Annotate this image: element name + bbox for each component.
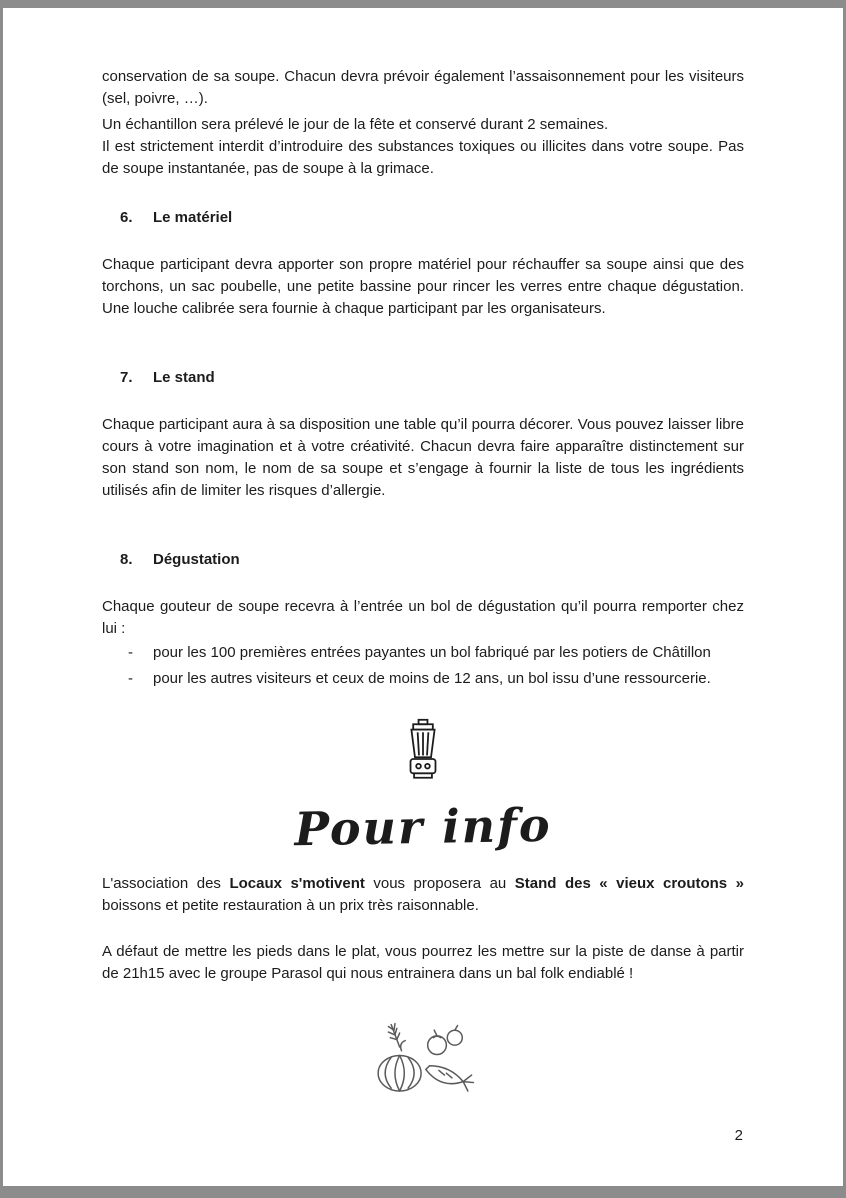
vegetables-icon bbox=[362, 1019, 484, 1105]
bullet-marker: - bbox=[128, 670, 133, 687]
section-title: Dégustation bbox=[153, 551, 240, 568]
paragraph-conservation: conservation de sa soupe. Chacun devra prévoir également l’assaisonnement pour les visiteurs (sel, poivre, …). bbox=[102, 68, 744, 107]
paragraph-materiel: Chaque participant devra apporter son propre matériel pour réchauffer sa soupe ainsi que des torchons, un sac poubelle, une petite bassine pour rincer les verres entre chaque dégustation. Une louche calibrée sera fournie à chaque participant par les organisateurs. bbox=[102, 256, 744, 317]
paragraph-degustation: Chaque gouteur de soupe recevra à l’entrée un bol de dégustation qu’il pourra remporter chez lui : bbox=[102, 598, 744, 637]
page-number: 2 bbox=[734, 1127, 743, 1144]
section-number: 6. bbox=[120, 209, 133, 226]
paragraph-interdit: Il est strictement interdit d’introduire des substances toxiques ou illicites dans votre soupe. Pas de soupe instantanée, pas de soupe à la grimace. bbox=[102, 138, 744, 177]
bullet-list bbox=[102, 640, 744, 692]
list-item bbox=[102, 666, 744, 692]
vegetables-illustration-row bbox=[102, 1019, 744, 1110]
bullet-text: pour les autres visiteurs et ceux de moins de 12 ans, un bol issu d’une ressourcerie. bbox=[153, 670, 711, 687]
section-heading-materiel bbox=[102, 208, 744, 228]
section-title: Le stand bbox=[153, 369, 215, 386]
section-number: 8. bbox=[120, 551, 133, 568]
paragraph-pour-info bbox=[102, 873, 744, 917]
section-heading-degustation bbox=[102, 550, 744, 570]
pour-info-title: Pour info bbox=[293, 797, 553, 857]
text-segment: vous proposera au bbox=[364, 875, 515, 892]
blender-illustration-row bbox=[102, 718, 744, 789]
bold-locaux: Locaux s'motivent bbox=[229, 875, 365, 892]
text-segment: boissons et petite restauration à un prix très raisonnable. bbox=[102, 897, 479, 914]
paragraph-echantillon: Un échantillon sera prélevé le jour de la fête et conservé durant 2 semaines. bbox=[102, 116, 609, 133]
bullet-marker: - bbox=[128, 644, 133, 661]
bold-stand: Stand des « vieux croutons » bbox=[514, 875, 744, 892]
section-heading-stand bbox=[102, 368, 744, 388]
text-segment: L'association des bbox=[102, 875, 230, 892]
document-page bbox=[3, 8, 843, 1186]
list-item bbox=[102, 640, 744, 666]
section-number: 7. bbox=[120, 369, 133, 386]
bullet-text: pour les 100 premières entrées payantes un bol fabriqué par les potiers de Châtillon bbox=[153, 644, 711, 661]
paragraph-bal-folk: A défaut de mettre les pieds dans le plat, vous pourrez les mettre sur la piste de danse à partir de 21h15 avec le groupe Parasol qui nous entrainera dans un bal folk endiablé ! bbox=[102, 943, 744, 982]
blender-icon bbox=[396, 718, 450, 784]
section-title: Le matériel bbox=[153, 209, 233, 226]
paragraph-stand: Chaque participant aura à sa disposition une table qu’il pourra décorer. Vous pouvez laisser libre cours à votre imagination et à votre créativité. Chacun devra faire apparaître distinctement sur son stand son nom, le nom de sa soupe et s’engage à fournir la liste de tous les ingrédients utilisés afin de limiter les risques d’allergie. bbox=[102, 416, 744, 499]
